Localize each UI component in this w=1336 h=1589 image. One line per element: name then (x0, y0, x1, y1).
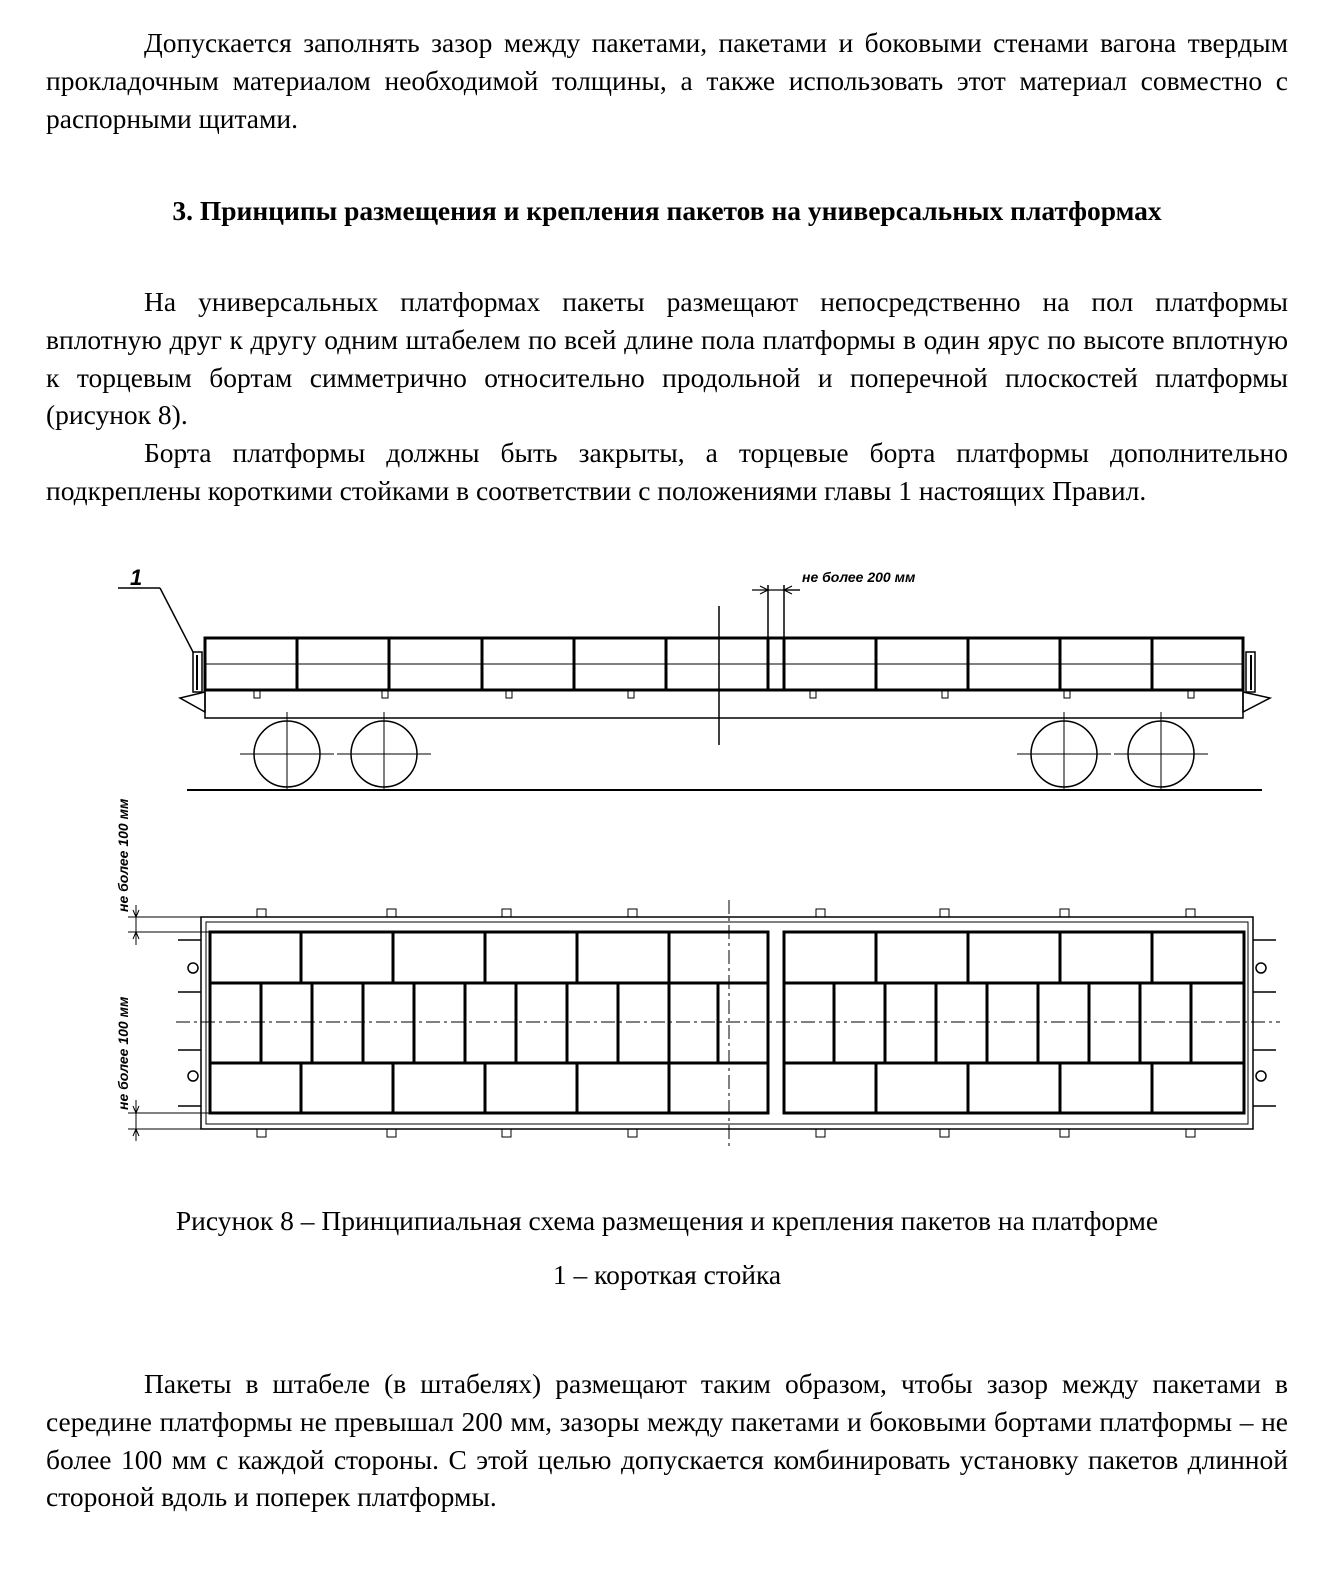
label-side-gap-lower: не более 100 мм (115, 996, 131, 1110)
wheelset-front (240, 712, 431, 790)
figure-caption: Рисунок 8 – Принципиальная схема размещения и крепления пакетов на платформе (175, 1205, 1159, 1236)
platform-frame-side (205, 690, 1243, 718)
callout-number: 1 (130, 565, 143, 590)
paragraph-intro: Допускается заполнять зазор между пакетами, пакетами и боковыми стенами вагона твердым прокладочным материалом необходимой толщины, а также использовать этот материал совместно с распорными щитами. (46, 27, 1288, 134)
paragraph-placement: На универсальных платформах пакеты размещают непосредственно на пол платформы вплотную друг к другу одним штабелем по всей длине пола платформы в один ярус по высоте вплотную к торцевым бортам симметрично относительно продольной и поперечной плоскостей платформы (рисунок 8). (46, 286, 1288, 431)
paragraph-group-placement (46, 283, 1288, 510)
section-heading: 3. Принципы размещения и крепления пакетов на универсальных платформах (172, 195, 1162, 226)
wheelset-rear (1017, 712, 1208, 790)
paragraph-gaps: Пакеты в штабеле (в штабелях) размещают таким образом, чтобы зазор между пакетами в середине платформы не превышал 200 мм, зазоры между пакетами и боковыми бортами платформы – не более 100 мм с каждой стороны. С этой целью допускается комбинировать установку пакетов длинной стороной вдоль и поперек платформы. (46, 1368, 1288, 1513)
top-view (128, 900, 1280, 1148)
figure-8 (100, 560, 1290, 1165)
figure-legend: 1 – короткая стойка (552, 1259, 782, 1290)
platform-frame-top (201, 917, 1253, 1129)
label-side-gap-upper: не более 100 мм (115, 798, 131, 912)
label-top-gap: не более 200 мм (802, 569, 916, 585)
side-view (118, 585, 1270, 790)
paragraph-sides: Борта платформы должны быть закрыты, а торцевые борта платформы дополнительно подкреплены короткими стойками в соответствии с положениями главы 1 настоящих Правил. (46, 437, 1288, 506)
platform-diagram (100, 560, 1290, 1160)
